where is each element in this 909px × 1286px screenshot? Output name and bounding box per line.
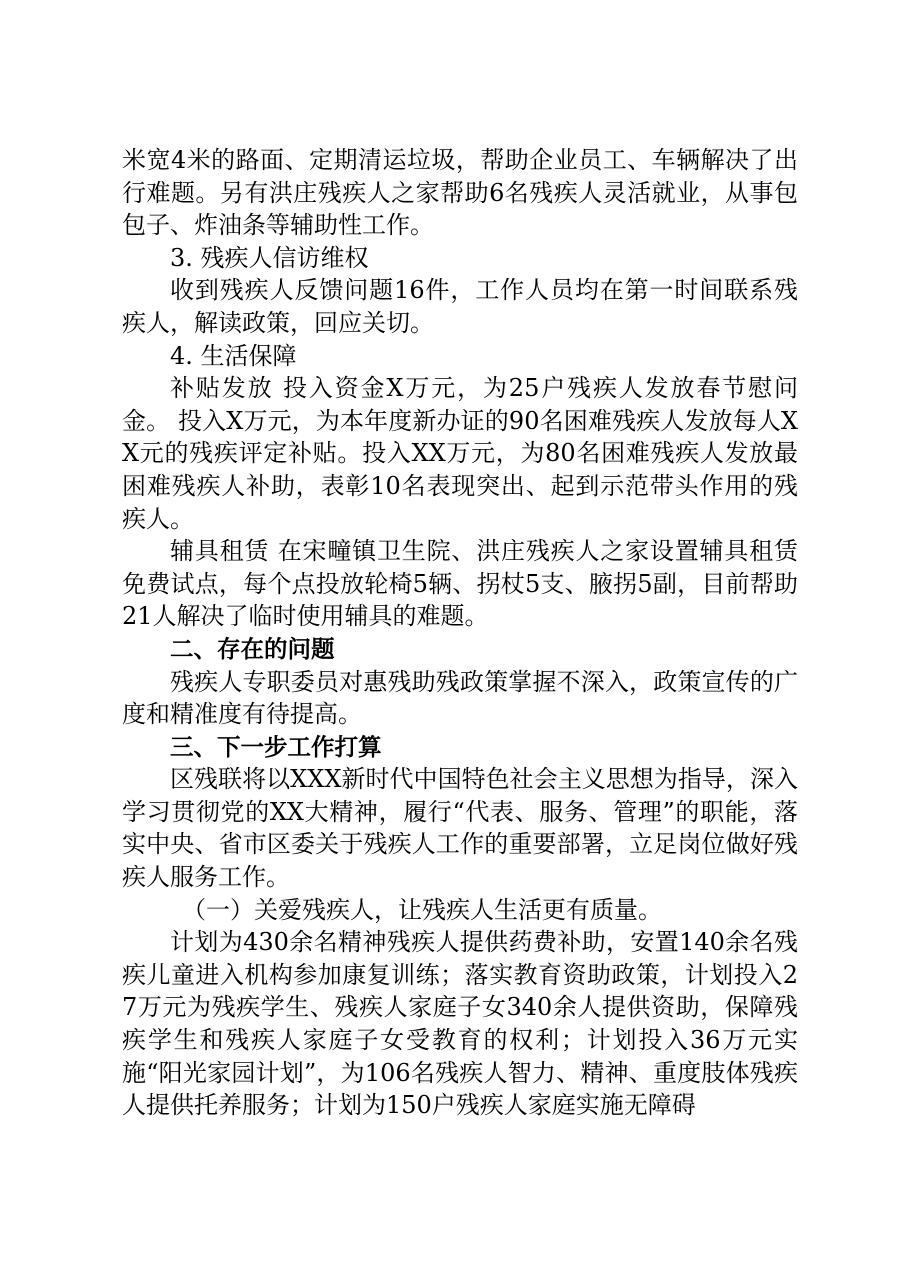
document-body — [122, 144, 798, 1122]
paragraph-assistive-device-rental: 辅具租赁 在宋疃镇卫生院、洪庄残疾人之家设置辅具租赁免费试点，每个点投放轮椅5辆、拐杖5支、腋拐5副，目前帮助21人解决了临时使用辅具的难题。 — [122, 537, 798, 631]
section-heading-existing-problems: 二、存在的问题 — [170, 634, 335, 663]
subheading-petition-rights: 3. 残疾人信访维权 — [170, 243, 369, 272]
subheading-living-security: 4. 生活保障 — [170, 341, 297, 370]
subheading-care-for-disabled: （一）关爱残疾人，让残疾人生活更有质量。 — [182, 895, 662, 924]
paragraph-care-plans: 计划为430余名精神残疾人提供药费补助，安置140余名残疾儿童进入机构参加康复训练；落实教育资助政策，计划投入27万元为残疾学生、残疾人家庭子女340余人提供资助，保障残疾学生和残疾人家庭子女受教育的权利；计划投入36万元实施“阳光家园计划”，为106名残疾人智力、精神、重度肢体残疾人提供托养服务；计划为150户残疾人家庭实施无障碍 — [122, 928, 798, 1120]
section-heading-next-steps: 三、下一步工作打算 — [170, 732, 382, 761]
paragraph-petition-rights: 收到残疾人反馈问题16件，工作人员均在第一时间联系残疾人，解读政策，回应关切。 — [122, 276, 798, 337]
paragraph-subsidy-distribution: 补贴发放 投入资金X万元，为25户残疾人发放春节慰问金。 投入X万元，为本年度新办证的90名困难残疾人发放每人XX元的残疾评定补贴。投入XX万元，为80名困难残疾人发放最困难残疾人补助，表彰10名表现突出、起到示范带头作用的残疾人。 — [122, 374, 798, 533]
paragraph-road-and-employment: 米宽4米的路面、定期清运垃圾，帮助企业员工、车辆解决了出行难题。另有洪庄残疾人之家帮助6名残疾人灵活就业，从事包包子、炸油条等辅助性工作。 — [122, 146, 798, 240]
paragraph-existing-problems: 残疾人专职委员对惠残助残政策掌握不深入，政策宣传的广度和精准度有待提高。 — [122, 667, 798, 729]
paragraph-next-steps-intro: 区残联将以XXX新时代中国特色社会主义思想为指导，深入学习贯彻党的XX大精神，履行“代表、服务、管理”的职能，落实中央、省市区委关于残疾人工作的重要部署，立足岗位做好残疾人服务工作。 — [122, 765, 798, 892]
